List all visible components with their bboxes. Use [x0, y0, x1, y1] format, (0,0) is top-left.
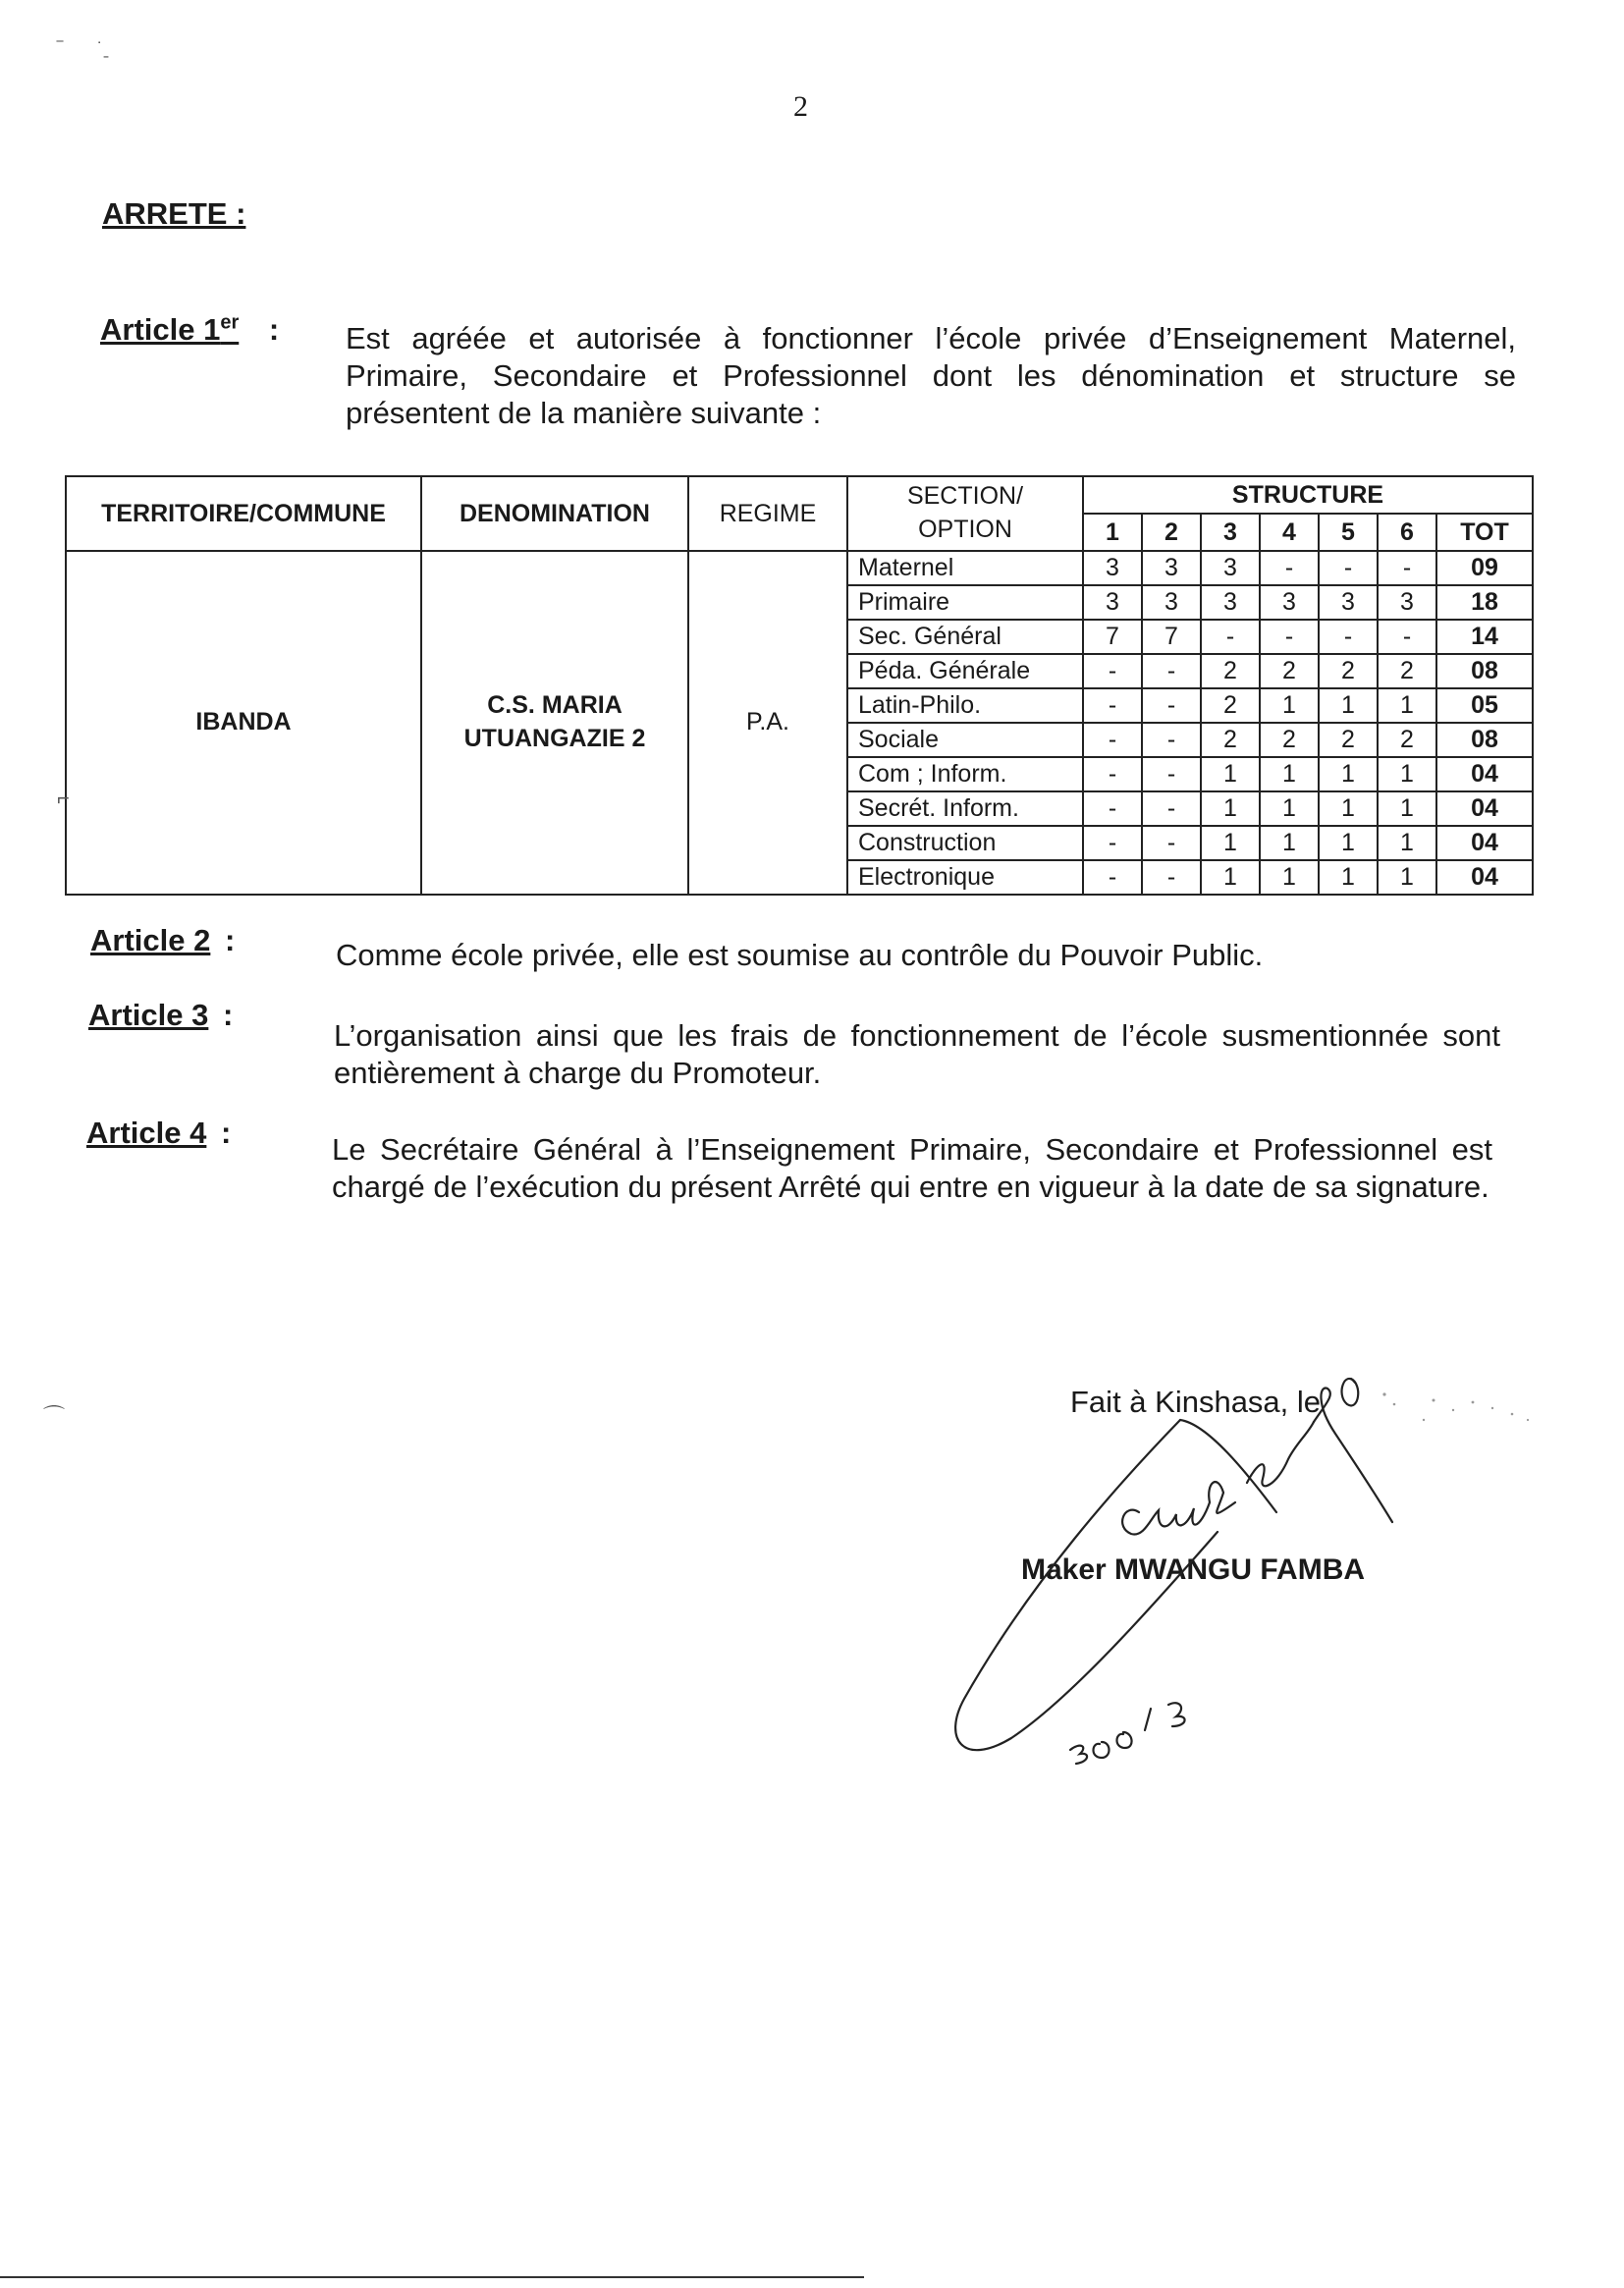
structure-value-cell: 1 — [1201, 860, 1260, 895]
structure-value-cell: 3 — [1083, 551, 1142, 585]
header-regime: REGIME — [688, 476, 847, 551]
structure-value-cell: - — [1083, 791, 1142, 826]
structure-value-cell: 3 — [1201, 585, 1260, 620]
school-structure-table — [65, 475, 1534, 896]
table-row — [66, 551, 1533, 585]
structure-value-cell: - — [1142, 757, 1201, 791]
structure-value-cell: - — [1142, 826, 1201, 860]
total-cell: 04 — [1436, 860, 1533, 895]
signer-name: Maker MWANGU FAMBA — [1021, 1553, 1366, 1586]
structure-value-cell: 3 — [1142, 585, 1201, 620]
structure-value-cell: 3 — [1201, 551, 1260, 585]
section-cell: Construction — [847, 826, 1083, 860]
section-cell: Maternel — [847, 551, 1083, 585]
structure-value-cell: 1 — [1260, 688, 1319, 723]
structure-value-cell: 1 — [1319, 791, 1378, 826]
handwritten-signature-image — [923, 1365, 1610, 1797]
structure-value-cell: - — [1319, 620, 1378, 654]
structure-value-cell: 2 — [1260, 723, 1319, 757]
header-col-5: 5 — [1319, 514, 1378, 551]
structure-value-cell: - — [1260, 551, 1319, 585]
section-cell: Péda. Générale — [847, 654, 1083, 688]
structure-value-cell: 1 — [1378, 688, 1436, 723]
structure-value-cell: 2 — [1201, 654, 1260, 688]
structure-value-cell: 1 — [1260, 826, 1319, 860]
decree-heading: ARRETE : — [102, 196, 246, 231]
structure-value-cell: - — [1201, 620, 1260, 654]
total-cell: 18 — [1436, 585, 1533, 620]
article-3-label: Article 3 : — [88, 998, 234, 1032]
structure-value-cell: 1 — [1201, 757, 1260, 791]
section-cell: Latin-Philo. — [847, 688, 1083, 723]
structure-value-cell: 1 — [1378, 860, 1436, 895]
section-cell: Com ; Inform. — [847, 757, 1083, 791]
structure-value-cell: - — [1083, 654, 1142, 688]
structure-value-cell: - — [1083, 860, 1142, 895]
total-cell: 09 — [1436, 551, 1533, 585]
section-cell: Secrét. Inform. — [847, 791, 1083, 826]
structure-value-cell: 1 — [1260, 757, 1319, 791]
structure-value-cell: 1 — [1319, 860, 1378, 895]
structure-value-cell: 2 — [1319, 654, 1378, 688]
structure-value-cell: 1 — [1319, 826, 1378, 860]
structure-value-cell: 3 — [1378, 585, 1436, 620]
structure-value-cell: - — [1378, 551, 1436, 585]
structure-value-cell: 2 — [1378, 654, 1436, 688]
structure-value-cell: - — [1142, 860, 1201, 895]
structure-value-cell: - — [1142, 723, 1201, 757]
structure-value-cell: 2 — [1260, 654, 1319, 688]
structure-value-cell: 1 — [1319, 757, 1378, 791]
structure-value-cell: 1 — [1378, 791, 1436, 826]
total-cell: 04 — [1436, 826, 1533, 860]
header-denomination: DENOMINATION — [421, 476, 688, 551]
structure-value-cell: 2 — [1319, 723, 1378, 757]
total-cell: 05 — [1436, 688, 1533, 723]
scan-mark: ⌐ — [57, 786, 70, 810]
structure-value-cell: 3 — [1319, 585, 1378, 620]
structure-value-cell: 7 — [1142, 620, 1201, 654]
structure-value-cell: 1 — [1378, 826, 1436, 860]
structure-value-cell: 3 — [1260, 585, 1319, 620]
total-cell: 04 — [1436, 757, 1533, 791]
structure-value-cell: - — [1319, 551, 1378, 585]
regime-cell: P.A. — [688, 551, 847, 895]
header-col-tot: TOT — [1436, 514, 1533, 551]
total-cell: 08 — [1436, 654, 1533, 688]
structure-value-cell: - — [1083, 826, 1142, 860]
article-1-text: Est agréée et autorisée à fonctionner l’école privée d’Enseignement Maternel, Primaire, Secondaire et Professionnel dont les dénomination et structure se présentent de la manière suivante : — [346, 321, 1516, 430]
article-4-text: Le Secrétaire Général à l’Enseignement Primaire, Secondaire et Professionnel est chargé de l’exécution du présent Arrêté qui entre en vigueur à la date de sa signature. — [332, 1132, 1492, 1204]
place-date: Fait à Kinshasa, le — [1070, 1385, 1322, 1419]
structure-value-cell: - — [1083, 757, 1142, 791]
scan-mark: ⌒ — [43, 1404, 66, 1429]
header-col-4: 4 — [1260, 514, 1319, 551]
header-territoire: TERRITOIRE/COMMUNE — [66, 476, 421, 551]
structure-value-cell: - — [1142, 654, 1201, 688]
header-col-6: 6 — [1378, 514, 1436, 551]
table-body — [66, 551, 1533, 895]
structure-value-cell: 1 — [1319, 688, 1378, 723]
header-col-1: 1 — [1083, 514, 1142, 551]
structure-value-cell: 2 — [1201, 723, 1260, 757]
header-col-2: 2 — [1142, 514, 1201, 551]
structure-value-cell: 2 — [1201, 688, 1260, 723]
denomination-cell: C.S. MARIA UTUANGAZIE 2 — [421, 551, 688, 895]
article-1-label: Article 1er : — [100, 312, 280, 348]
structure-value-cell: - — [1083, 688, 1142, 723]
section-cell: Primaire — [847, 585, 1083, 620]
structure-value-cell: 1 — [1201, 791, 1260, 826]
total-cell: 08 — [1436, 723, 1533, 757]
structure-value-cell: - — [1142, 688, 1201, 723]
header-section-option: SECTION/ OPTION — [847, 476, 1083, 551]
section-cell: Electronique — [847, 860, 1083, 895]
structure-value-cell: 1 — [1260, 860, 1319, 895]
structure-value-cell: - — [1142, 791, 1201, 826]
page-number: 2 — [793, 90, 808, 123]
header-structure: STRUCTURE — [1083, 476, 1533, 514]
header-col-3: 3 — [1201, 514, 1260, 551]
structure-value-cell: - — [1083, 723, 1142, 757]
structure-value-cell: 1 — [1201, 826, 1260, 860]
structure-value-cell: 3 — [1142, 551, 1201, 585]
territoire-cell: IBANDA — [66, 551, 421, 895]
bottom-rule — [0, 2276, 864, 2278]
structure-value-cell: - — [1260, 620, 1319, 654]
article-3-text: L’organisation ainsi que les frais de fonctionnement de l’école susmentionnée sont entièrement à charge du Promoteur. — [334, 1018, 1500, 1090]
structure-value-cell: 1 — [1378, 757, 1436, 791]
section-cell: Sociale — [847, 723, 1083, 757]
article-2-label: Article 2 : — [90, 923, 236, 957]
structure-value-cell: - — [1378, 620, 1436, 654]
structure-value-cell: 3 — [1083, 585, 1142, 620]
scan-mark: ‾ ˙ˍ — [57, 39, 109, 59]
section-cell: Sec. Général — [847, 620, 1083, 654]
article-4-label: Article 4 : — [86, 1116, 232, 1150]
structure-value-cell: 1 — [1260, 791, 1319, 826]
article-2-text: Comme école privée, elle est soumise au contrôle du Pouvoir Public. — [336, 938, 1264, 972]
total-cell: 04 — [1436, 791, 1533, 826]
total-cell: 14 — [1436, 620, 1533, 654]
structure-value-cell: 7 — [1083, 620, 1142, 654]
structure-value-cell: 2 — [1378, 723, 1436, 757]
